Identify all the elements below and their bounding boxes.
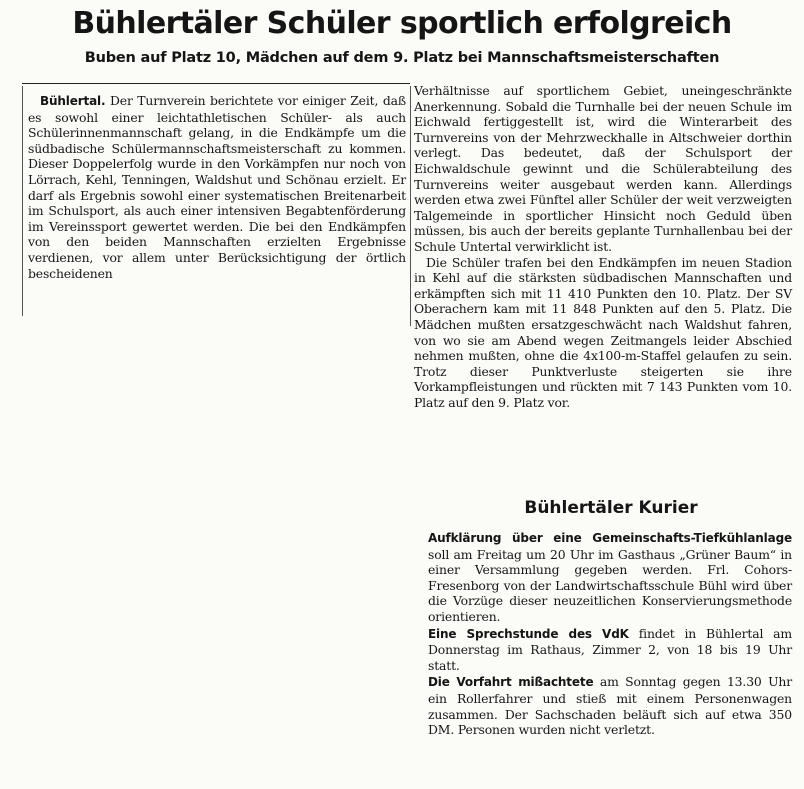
kurier-item (428, 626, 792, 674)
kurier-item-kicker: Aufklärung über eine Gemeinschafts-Tiefkühlanlage (428, 531, 792, 545)
article-paragraph-1 (28, 93, 406, 281)
column-divider (410, 86, 411, 326)
subheadline: Buben auf Platz 10, Mädchen auf dem 9. Platz bei Mannschaftsmeisterschaften (84, 50, 720, 66)
article-column-2 (414, 83, 792, 410)
kurier-title: Bühlertäler Kurier (524, 498, 698, 518)
kurier-item (428, 530, 792, 625)
article-paragraph-3: Die Schüler trafen bei den Endkämpfen im neuen Stadion in Kehl auf die stärksten südbadischen Mannschaften und erkämpften sich mit 11 410 Punkten den 10. Platz. Der SV Oberachern kam mit 11 848 Punkten auf den 5. Platz. Die Mädchen mußten ersatzgeschwächt nach Waldshut fahren, von wo sie am Abend wegen Zeitmangels leider Abschied nehmen mußten, ohne die 4x100-m-Staffel gelaufen zu sein. Trotz dieser Punktverluste steigerten sie ihre Vorkampfleistungen und rückten mit 7 143 Punkten vom 10. Platz auf den 9. Platz vor. (414, 254, 792, 410)
article-column-1 (28, 93, 406, 281)
kurier-item-kicker: Die Vorfahrt mißachtete (428, 675, 594, 690)
left-column-rule (22, 86, 23, 316)
dateline: Bühlertal. (40, 94, 106, 108)
article-col1-text: Der Turnverein berichtete vor einiger Zeit, daß es sowohl einer leichtathletischen Schüler- als auch Schülerinnenmannschaft gelang, in die Endkämpfe um die südbadische Schülermannschaftsmeisterschaft zu kommen. Dieser Doppelerfolg wurde in den Vorkämpfen nur noch von Lörrach, Kehl, Tenningen, Waldshut und Schönau erzielt. Er darf als Ergebnis sowohl einer systematischen Breitenarbeit im Schulsport, als auch einer intensiven Begabtenförderung im Vereinssport gewertet werden. Die bei den Endkämpfen von den beiden Mannschaften erzielten Ergebnisse verdienen, vor allem unter Berücksichtigung der örtlich bescheidenen (28, 93, 406, 281)
article-paragraph-2: Verhältnisse auf sportlichem Gebiet, uneingeschränkte Anerkennung. Sobald die Turnhalle bei der neuen Schule im Eichwald fertiggestellt ist, wird die Winterarbeit des Turnvereins von der Mehrzweckhalle in Altschweier dorthin verlegt. Das bedeutet, daß der Schulsport der Eichwaldschule gewinnt und die Schülerabteilung des Turnvereins weiter ausgebaut werden kann. Allerdings werden etwa zwei Fünftel aller Schüler der weit verzweigten Talgemeinde in sportlicher Hinsicht noch Geduld üben müssen, bis auch der bereits geplante Turnhallenbau bei der Schule Untertal verwirklicht ist. (414, 83, 792, 254)
headline: Bühlertäler Schüler sportlich erfolgreich (72, 6, 732, 41)
kurier-item-text: am Sonntag gegen 13.30 Uhr ein Rollerfahrer und stieß mit einem Personenwagen zusammen. Der Sachschaden beläuft sich auf etwa 350 DM. Personen wurden nicht verletzt. (428, 674, 792, 738)
headline-rule (22, 83, 410, 84)
kurier-column (428, 530, 792, 739)
kurier-item-kicker: Eine Sprechstunde des VdK (428, 626, 629, 641)
kurier-item-text: findet in Bühlertal am Donnerstag im Rathaus, Zimmer 2, von 18 bis 19 Uhr statt. (428, 625, 793, 673)
kurier-item (428, 674, 792, 737)
kurier-item-text: soll am Freitag um 20 Uhr im Gasthaus „Grüner Baum“ in einer Versammlung gegeben werden. Frl. Cohors-Fresenborg von der Landwirtschaftsschule Bühl wird über die Vorzüge dieser neuzeitlichen Konservierungsmethode orientieren. (428, 546, 792, 624)
